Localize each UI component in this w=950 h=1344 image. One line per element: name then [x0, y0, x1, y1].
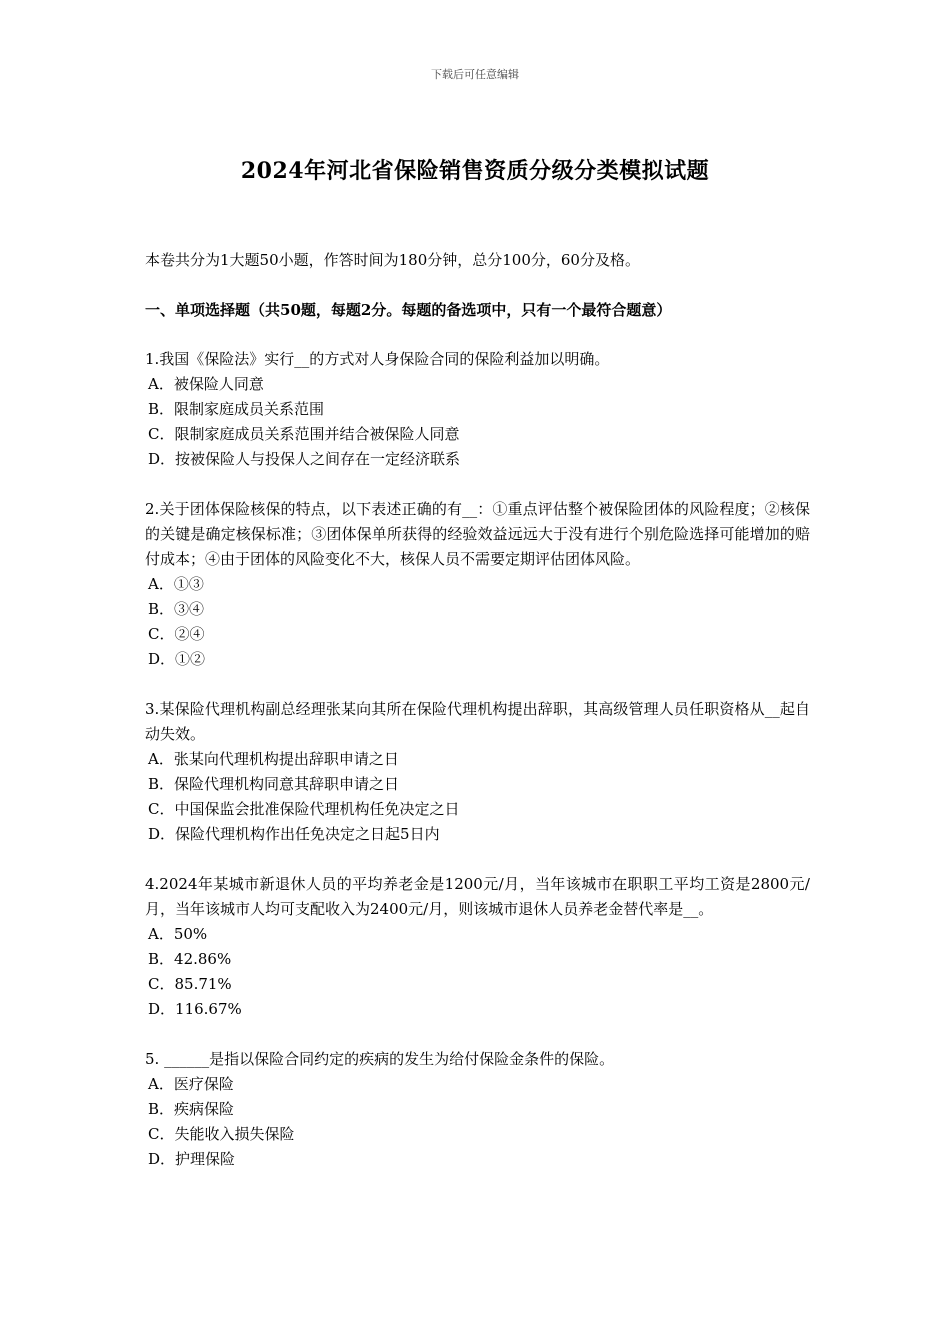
option-d: D．保险代理机构作出任免决定之日起5日内: [148, 825, 440, 843]
option-a: A．被保险人同意: [148, 375, 264, 393]
question-stem: 5. ______是指以保险合同约定的疾病的发生为给付保险金条件的保险。: [145, 1050, 615, 1068]
option-c: C．失能收入损失保险: [148, 1125, 295, 1143]
option-b: B．保险代理机构同意其辞职申请之日: [148, 775, 400, 793]
option-b: B．疾病保险: [148, 1100, 235, 1118]
option-c: C．限制家庭成员关系范围并结合被保险人同意: [148, 425, 460, 443]
option-c: C．中国保监会批准保险代理机构任免决定之日: [148, 800, 460, 818]
question-stem: 1.我国《保险法》实行__的方式对人身保险合同的保险利益加以明确。: [145, 350, 610, 368]
question-1: [145, 347, 810, 472]
option-b: B．42.86%: [148, 950, 232, 968]
question-stem: 4.2024年某城市新退休人员的平均养老金是1200元/月，当年该城市在职职工平均工资是2800元/月，当年该城市人均可支配收入为2400元/月，则该城市退休人员养老金替代率是__。: [145, 875, 810, 918]
option-d: D．①②: [148, 650, 206, 668]
option-c: C．②④: [148, 625, 205, 643]
exam-instructions: 本卷共分为1大题50小题，作答时间为180分钟，总分100分，60分及格。: [145, 251, 640, 269]
option-a: A．医疗保险: [148, 1075, 234, 1093]
section-heading: 一、单项选择题（共50题，每题2分。每题的备选项中，只有一个最符合题意）: [145, 301, 672, 319]
option-d: D．按被保险人与投保人之间存在一定经济联系: [148, 450, 461, 468]
option-c: C．85.71%: [148, 975, 232, 993]
question-4: [145, 872, 810, 1022]
option-a: A．①③: [148, 575, 204, 593]
document-title: 2024年河北省保险销售资质分级分类模拟试题: [240, 158, 710, 184]
question-stem: 2.关于团体保险核保的特点，以下表述正确的有__：①重点评估整个被保险团体的风险程度；②核保的关键是确定核保标准；③团体保单所获得的经验效益远远大于没有进行个别危险选择可能增加的赔付成本；④由于团体的风险变化不大，核保人员不需要定期评估团体风险。: [145, 500, 810, 568]
question-2: [145, 497, 810, 672]
document-body: [145, 248, 810, 1172]
option-d: D．116.67%: [148, 1000, 242, 1018]
option-d: D．护理保险: [148, 1150, 236, 1168]
header-note: 下载后可任意编辑: [431, 68, 519, 81]
question-3: [145, 697, 810, 847]
option-a: A．50%: [148, 925, 208, 943]
option-b: B．限制家庭成员关系范围: [148, 400, 325, 418]
question-stem: 3.某保险代理机构副总经理张某向其所在保险代理机构提出辞职，其高级管理人员任职资格从__起自动失效。: [145, 700, 810, 743]
question-5: [145, 1047, 810, 1172]
option-a: A．张某向代理机构提出辞职申请之日: [148, 750, 399, 768]
option-b: B．③④: [148, 600, 205, 618]
